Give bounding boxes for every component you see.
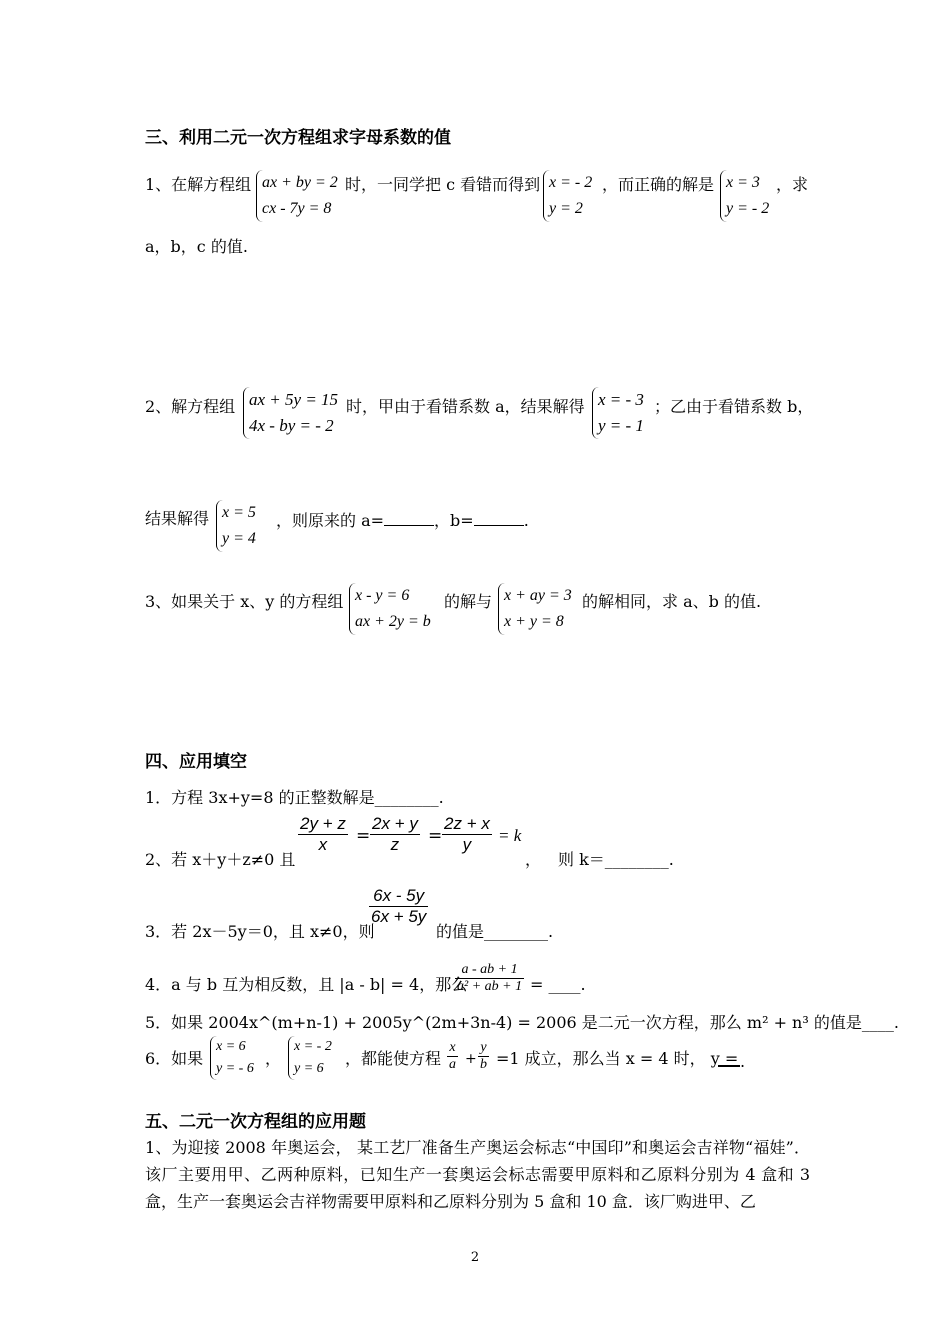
q2-system [243, 387, 338, 439]
q2-sol2-y: y = 4 [222, 530, 256, 547]
q2-solution-2 [216, 500, 256, 552]
q2-sol1-x: x = - 3 [598, 390, 644, 409]
s4-q2-fraction-1 [298, 814, 348, 855]
q2-end: . [523, 511, 529, 530]
q2-a-blank [384, 509, 434, 526]
s4-q6-s1-y: y = - 6 [216, 1061, 254, 1076]
s4-q6-s2-y: y = 6 [294, 1061, 324, 1076]
s4-q2-f2-den: z [390, 835, 400, 854]
q1-wrong-solution [543, 170, 592, 222]
q1-line2: a，b，c 的值. [145, 237, 248, 256]
s4-q2-f3-den: y [462, 835, 472, 854]
q3-system-2 [498, 583, 572, 635]
section-4-title: 四、应用填空 [145, 752, 247, 772]
s4-q2-eq-1: = [356, 826, 371, 846]
s4-q6-fy-den: b [480, 1057, 487, 1072]
s4-q6-end: . [740, 1052, 746, 1071]
s4-q6-frac-y-b [478, 1040, 489, 1073]
s4-q6-s1-x: x = 6 [216, 1039, 246, 1054]
s4-q6-blank [718, 1049, 740, 1067]
s4-q6-comma: ， [265, 1049, 282, 1068]
s4-q6-s2-x: x = - 2 [294, 1039, 332, 1054]
s4-q6-prefix: 6．如果 [145, 1049, 204, 1068]
s4-q6-fx-den: a [449, 1057, 456, 1072]
q1-mid1: 时，一同学把 c 看错而得到 [345, 175, 541, 194]
q1-mid2: ，而正确的解是 [602, 175, 715, 194]
s4-q4-fraction [455, 962, 524, 995]
q3-end: 的解相同，求 a、b 的值. [582, 592, 762, 611]
q3-sys2-eq2: x + y = 8 [504, 613, 564, 630]
q3-sys2-eq1: x + ay = 3 [504, 587, 572, 604]
q2-system-eq2: 4x - by = - 2 [249, 416, 334, 435]
section-5-title: 五、二元一次方程组的应用题 [145, 1112, 366, 1132]
s4-q6-plus: + [465, 1051, 477, 1067]
s4-q2-k: = k [498, 826, 522, 845]
q2-mid2: ；乙由于看错系数 b， [654, 397, 814, 416]
q1-right-y: y = - 2 [726, 200, 770, 217]
s4-q6-eq-end: =1 成立，那么当 x = 4 时， y = [496, 1049, 739, 1068]
q3-sys1-eq1: x - y = 6 [355, 587, 410, 604]
s4-q3-prefix: 3．若 2x－5y＝0，且 x≠0，则 [145, 922, 375, 941]
s5-problem-1: 1、为迎接 2008 年奥运会， 某工艺厂准备生产奥运会标志“中国印”和奥运会吉祥物“福娃”．该厂主要用甲、乙两种原料，已知生产一套奥运会标志需要甲原料和乙原料分别为 4 盒和 3 盒，生产一套奥运会吉祥物需要甲原料和乙原料分别为 5 盒和 10 盒．该厂购进甲、乙 [145, 1138, 810, 1211]
s4-q2-f3-num: 2z + x [444, 814, 490, 833]
s4-q3-end: 的值是________. [436, 922, 554, 941]
q2-prefix: 2、解方程组 [145, 397, 236, 416]
s4-q6-answer [718, 1049, 745, 1072]
q1-wrong-y: y = 2 [549, 200, 583, 217]
q2-solution-1 [592, 387, 644, 439]
q1-wrong-x: x = - 2 [549, 174, 593, 191]
s4-q6-fy-num: y [478, 1040, 489, 1057]
q2-mid1: 时，甲由于看错系数 a，结果解得 [346, 397, 585, 416]
q2-a-label: ，则原来的 a= [276, 511, 385, 530]
q1-right-x: x = 3 [726, 174, 760, 191]
q2-sol1-y: y = - 1 [598, 416, 644, 435]
s4-q4-den: a² + ab + 1 [457, 979, 523, 994]
s4-q1: 1．方程 3x+y=8 的正整数解是________. [145, 788, 444, 807]
q1-system [256, 170, 338, 222]
s4-q2-eq-2: = [428, 826, 443, 846]
q2-line2-prefix: 结果解得 [145, 509, 210, 528]
q3-prefix: 3、如果关于 x、y 的方程组 [145, 592, 344, 611]
q1-prefix: 1、在解方程组 [145, 175, 252, 194]
q3-sys1-eq2: ax + 2y = b [355, 613, 431, 630]
s4-q3-den: 6x + 5y [371, 907, 427, 926]
s4-q4-num: a - ab + 1 [455, 962, 524, 979]
s4-q4-end: = ____. [530, 975, 586, 994]
q3-mid: 的解与 [444, 592, 493, 611]
s4-q6-fx-num: x [447, 1040, 458, 1057]
s4-q2-fraction-2 [370, 814, 420, 855]
s4-q6-solution-1 [210, 1036, 254, 1080]
q1-end: ，求 [776, 175, 809, 194]
s4-q2-prefix: 2、若 x＋y＋z≠0 且 [145, 850, 296, 869]
q2-b-blank [474, 509, 524, 526]
q1-correct-solution [720, 170, 769, 222]
s4-q5: 5．如果 2004x^(m+n-1) + 2005y^(2m+3n-4) = 2006 是二元一次方程，那么 m² + n³ 的值是____. [145, 1013, 899, 1032]
q2-line2-answers [276, 509, 529, 531]
s4-q2-fraction-3 [442, 814, 492, 855]
s4-q2-end: 则 k＝________. [558, 850, 674, 869]
s4-q6-solution-2 [288, 1036, 332, 1080]
q1-system-eq2: cx - 7y = 8 [262, 200, 332, 217]
s4-q6-frac-x-a [447, 1040, 458, 1073]
page-number: 2 [470, 1250, 480, 1265]
q1-system-eq1: ax + by = 2 [262, 174, 338, 191]
s4-q3-num: 6x - 5y [369, 886, 428, 907]
section-3-title: 三、利用二元一次方程组求字母系数的值 [145, 128, 451, 148]
s4-q2-f1-den: x [318, 835, 328, 854]
s4-q3-fraction [369, 886, 428, 927]
s4-q2-comma: ， [525, 850, 542, 869]
q2-system-eq1: ax + 5y = 15 [249, 390, 339, 409]
q2-b-label: ，b= [434, 511, 474, 530]
s4-q6-mid: ，都能使方程 [345, 1049, 442, 1068]
q2-sol2-x: x = 5 [222, 504, 256, 521]
q3-system-1 [349, 583, 431, 635]
s4-q4-prefix: 4．a 与 b 互为相反数，且 |a - b| = 4，那么 [145, 975, 468, 994]
s4-q2-f1-num: 2y + z [300, 814, 346, 833]
s4-q2-f2-num: 2x + y [372, 814, 418, 833]
